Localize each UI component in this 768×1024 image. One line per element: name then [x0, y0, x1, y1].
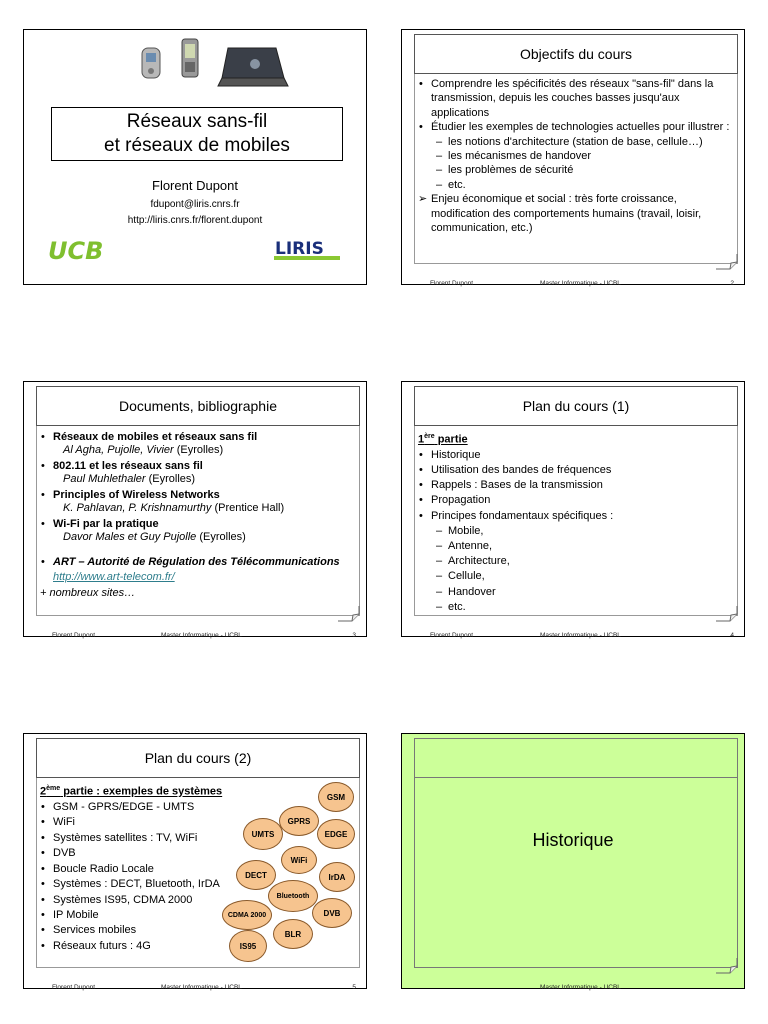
more-sites: + nombreux sites… — [40, 587, 136, 599]
title-box — [51, 107, 343, 161]
book-item — [40, 431, 358, 457]
slide-2 — [401, 29, 745, 285]
footer-author: Florent Dupont — [52, 984, 95, 991]
technology-bubble: IS95 — [229, 930, 267, 962]
page-curl-icon — [716, 254, 738, 270]
technology-bubble: DVB — [312, 898, 352, 928]
footer-author: Florent Dupont — [430, 632, 473, 639]
bibliography — [40, 431, 358, 600]
book-credits — [53, 531, 358, 544]
system-item: • IP Mobile — [40, 908, 358, 923]
book-credits — [53, 444, 358, 457]
objective-item: – etc. — [418, 178, 736, 192]
technology-bubble: WiFi — [281, 846, 317, 874]
section-title: Historique — [532, 830, 614, 850]
technology-bubble: DECT — [236, 860, 276, 890]
technology-bubble: UMTS — [243, 818, 283, 850]
technology-bubble: IrDA — [319, 862, 355, 892]
title-frame — [414, 738, 738, 778]
footer-author: Florent Dupont — [430, 280, 473, 287]
pda-icon — [182, 39, 198, 77]
plan-item: – Handover — [418, 585, 736, 600]
objective-item: – les mécanismes de handover — [418, 149, 736, 163]
system-item: • Systèmes : DECT, Bluetooth, IrDA — [40, 877, 358, 892]
book-authors: Davor Males et Guy Pujolle — [63, 531, 200, 543]
footer-author: Florent Dupont — [52, 632, 95, 639]
slide-5 — [23, 733, 367, 989]
slide-title: Documents, bibliographie — [36, 386, 360, 426]
system-item: • Systèmes IS95, CDMA 2000 — [40, 893, 358, 908]
author-name: Florent Dupont — [152, 178, 238, 193]
plan-item: • Historique — [418, 448, 736, 463]
page-number: 3 — [352, 632, 356, 639]
book-title: 802.11 et les réseaux sans fil — [53, 460, 203, 472]
page-number: 4 — [730, 632, 734, 639]
footer-course: Master Informatique - UCBL — [161, 984, 242, 991]
plan-list — [418, 448, 736, 615]
liris-logo — [274, 238, 344, 264]
page-number: 2 — [730, 280, 734, 287]
system-item: • Boucle Radio Locale — [40, 862, 358, 877]
part-heading: 2ème partie : exemples de systèmes — [40, 785, 223, 798]
objective-item: – les problèmes de sécurité — [418, 163, 736, 177]
plan-item: • Propagation — [418, 493, 736, 508]
system-item: • Systèmes satellites : TV, WiFi — [40, 831, 358, 846]
footer-course: Master Informatique - UCBL — [540, 632, 621, 639]
art-item — [40, 556, 358, 569]
book-title: Principles of Wireless Networks — [53, 489, 220, 501]
system-item: • Réseaux futurs : 4G — [40, 939, 358, 954]
laptop-icon — [218, 48, 288, 86]
system-item: • GSM - GPRS/EDGE - UMTS — [40, 800, 358, 815]
technology-bubble: EDGE — [317, 819, 355, 849]
slide-6 — [401, 733, 745, 989]
plan-item: • Rappels : Bases de la transmission — [418, 478, 736, 493]
page-curl-icon — [338, 606, 360, 622]
ucb-logo — [46, 233, 104, 267]
technology-bubble: CDMA 2000 — [222, 900, 272, 930]
book-publisher: (Eyrolles) — [148, 473, 196, 485]
book-credits — [53, 502, 358, 515]
technology-bubble: GSM — [318, 782, 354, 812]
objective-item: • Étudier les exemples de technologies actuelles pour illustrer : — [418, 120, 736, 134]
part-heading: 1ère partie — [418, 433, 468, 446]
author-email[interactable]: fdupont@liris.cnrs.fr — [150, 199, 240, 210]
book-publisher: (Prentice Hall) — [214, 502, 285, 514]
plan-item: • Utilisation des bandes de fréquences — [418, 463, 736, 478]
slide-1 — [23, 29, 367, 285]
footer-course: Master Informatique - UCBL — [161, 632, 242, 639]
objectives-list — [418, 77, 736, 235]
content-frame — [414, 778, 738, 968]
book-authors: K. Pahlavan, P. Krishnamurthy — [63, 502, 215, 514]
book-item — [40, 518, 358, 544]
system-item: • WiFi — [40, 815, 358, 830]
book-publisher: (Eyrolles) — [199, 531, 246, 543]
book-authors: Paul Muhlethaler — [63, 473, 149, 485]
technology-bubble: Bluetooth — [268, 880, 318, 912]
technology-bubbles — [24, 734, 368, 990]
book-credits — [53, 473, 358, 486]
objective-item: ➢ Enjeu économique et social : très forte croissance, modification des comportements humains (travail, loisir, communication, etc.) — [418, 192, 736, 235]
mobile-devices-image — [136, 36, 286, 92]
book-title: Réseaux de mobiles et réseaux sans fil — [53, 431, 258, 443]
book-item — [40, 460, 358, 486]
svg-text:LIRIS: LIRIS — [275, 239, 324, 259]
svg-text:UCB: UCB — [48, 237, 104, 265]
slide-title: Plan du cours (1) — [414, 386, 738, 426]
book-list — [40, 431, 358, 544]
slide-title: Objectifs du cours — [414, 34, 738, 74]
plan-item: – Mobile, — [418, 524, 736, 539]
footer-course: Master Informatique - UCBL — [540, 280, 621, 287]
plan-item: – Cellule, — [418, 569, 736, 584]
footer-course: Master Informatique - UCBL — [540, 984, 621, 991]
plan-item: – etc. — [418, 600, 736, 615]
author-url[interactable]: http://liris.cnrs.fr/florent.dupont — [127, 215, 263, 226]
plan-part-1 — [418, 429, 736, 615]
plan-item: – Antenne, — [418, 539, 736, 554]
book-item — [40, 489, 358, 515]
technology-bubble: GPRS — [279, 806, 319, 836]
page-curl-icon — [716, 606, 738, 622]
objective-item: • Comprendre les spécificités des réseaux "sans-fil" dans la transmission, depuis les couches basses jusqu'aux applications — [418, 77, 736, 120]
page-number: 5 — [352, 984, 356, 991]
page-curl-icon — [716, 958, 738, 974]
art-title: ART – Autorité de Régulation des Télécommunications — [53, 556, 340, 568]
presentation-title: Réseaux sans-fil et réseaux de mobiles — [104, 111, 290, 156]
objective-item: – les notions d'architecture (station de base, cellule…) — [418, 135, 736, 149]
plan-item: – Architecture, — [418, 554, 736, 569]
slide-title: Plan du cours (2) — [36, 738, 360, 778]
slide-4 — [401, 381, 745, 637]
slide-3 — [23, 381, 367, 637]
art-link[interactable]: http://www.art-telecom.fr/ — [53, 571, 175, 583]
book-publisher: (Eyrolles) — [173, 444, 224, 456]
book-title: Wi-Fi par la pratique — [53, 518, 159, 530]
book-authors: Al Agha, Pujolle, Vivier — [63, 444, 174, 456]
system-item: • Services mobiles — [40, 923, 358, 938]
phone-icon — [142, 48, 160, 78]
system-item: • DVB — [40, 846, 358, 861]
plan-item: • Principes fondamentaux spécifiques : — [418, 509, 736, 524]
technology-bubble: BLR — [273, 919, 313, 949]
